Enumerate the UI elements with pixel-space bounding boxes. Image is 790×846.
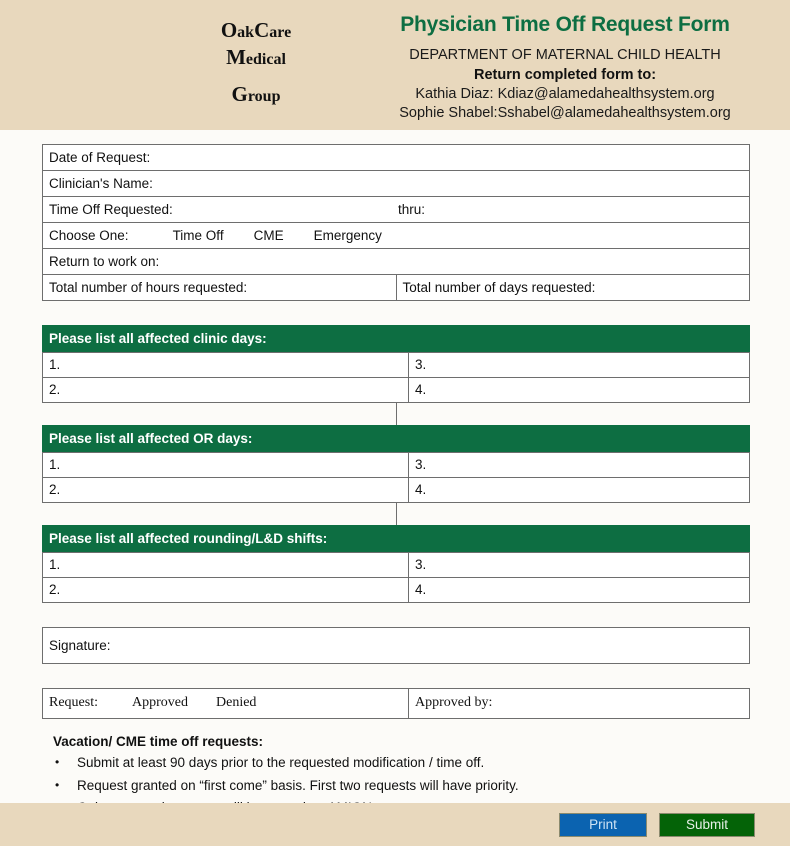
section-gap-2 bbox=[42, 503, 750, 525]
field-rounding-shift-3[interactable] bbox=[409, 553, 750, 578]
list-item bbox=[53, 755, 743, 771]
field-choose-one[interactable] bbox=[43, 223, 750, 249]
label-total-hours: Total number of hours requested: bbox=[49, 279, 248, 295]
note-text-1: Submit at least 90 days prior to the requested modification / time off. bbox=[77, 755, 485, 770]
table-row-totals bbox=[43, 275, 750, 301]
label-date-of-request: Date of Request: bbox=[49, 149, 151, 165]
logo-line-1 bbox=[196, 20, 316, 41]
spacer bbox=[0, 664, 790, 688]
field-total-hours[interactable] bbox=[43, 275, 397, 301]
field-clinic-day-4[interactable] bbox=[409, 378, 750, 403]
table-row bbox=[43, 578, 750, 603]
section-heading-or-days: Please list all affected OR days: bbox=[43, 426, 409, 453]
field-return-to-work[interactable] bbox=[43, 249, 750, 275]
page-footer-band bbox=[0, 803, 790, 846]
label-or-day-3: 3. bbox=[415, 457, 427, 472]
label-total-days: Total number of days requested: bbox=[402, 279, 596, 295]
table-row bbox=[43, 378, 750, 403]
label-rounding-shift-2: 2. bbox=[49, 582, 61, 597]
field-clinician-name[interactable] bbox=[43, 171, 750, 197]
approval-table bbox=[42, 688, 750, 719]
table-row bbox=[43, 478, 750, 503]
field-date-of-request[interactable] bbox=[43, 145, 750, 171]
footer-button-group bbox=[559, 813, 755, 837]
section-header-filler bbox=[409, 526, 750, 553]
table-row-return-to-work bbox=[43, 249, 750, 275]
request-info-table bbox=[42, 144, 750, 301]
note-text-2: Request granted on “first come” basis. First two requests will have priority. bbox=[77, 777, 519, 793]
bullet-icon: • bbox=[55, 755, 60, 769]
label-clinic-day-2: 2. bbox=[49, 382, 61, 397]
section-header-rounding-shifts bbox=[43, 526, 750, 553]
logo-cap-c: C bbox=[254, 18, 270, 42]
logo-cap-o: O bbox=[220, 18, 238, 42]
field-rounding-shift-2[interactable] bbox=[43, 578, 409, 603]
label-clinic-day-3: 3. bbox=[415, 357, 427, 372]
field-or-day-2[interactable] bbox=[43, 478, 409, 503]
return-instruction-label: Return completed form to: bbox=[473, 67, 657, 84]
section-gap-1 bbox=[42, 403, 750, 425]
spacer bbox=[0, 603, 790, 627]
logo-line-3 bbox=[196, 84, 316, 105]
option-time-off[interactable]: Time Off bbox=[172, 227, 224, 243]
header-text-block bbox=[350, 12, 780, 121]
table-row-clinician-name bbox=[43, 171, 750, 197]
field-rounding-shift-4[interactable] bbox=[409, 578, 750, 603]
section-header-filler bbox=[409, 326, 750, 353]
table-row-date-of-request bbox=[43, 145, 750, 171]
contact-email-1: Kathia Diaz: Kdiaz@alamedahealthsystem.org bbox=[415, 86, 715, 103]
form-sheet bbox=[0, 144, 790, 839]
logo-text-edical: edical bbox=[245, 51, 286, 68]
field-signature[interactable] bbox=[43, 628, 750, 664]
logo-cap-g: G bbox=[231, 82, 248, 106]
logo-text-are: are bbox=[269, 24, 292, 41]
bullet-icon: • bbox=[55, 777, 60, 792]
table-row-signature bbox=[43, 628, 750, 664]
field-or-day-1[interactable] bbox=[43, 453, 409, 478]
field-or-day-4[interactable] bbox=[409, 478, 750, 503]
label-thru: thru: bbox=[398, 202, 426, 217]
signature-table bbox=[42, 627, 750, 664]
column-divider-line bbox=[396, 503, 397, 525]
label-or-day-2: 2. bbox=[49, 482, 61, 497]
clinic-days-table bbox=[42, 325, 750, 403]
label-signature: Signature: bbox=[49, 637, 111, 653]
table-row bbox=[43, 353, 750, 378]
field-rounding-shift-1[interactable] bbox=[43, 553, 409, 578]
label-clinician-name: Clinician's Name: bbox=[49, 175, 153, 191]
field-approved-by[interactable] bbox=[409, 689, 750, 719]
label-time-off-requested: Time Off Requested: bbox=[49, 201, 173, 217]
logo-line-2 bbox=[196, 47, 316, 68]
field-or-day-3[interactable] bbox=[409, 453, 750, 478]
submit-button[interactable]: Submit bbox=[659, 813, 755, 837]
section-header-or-days bbox=[43, 426, 750, 453]
logo-cap-m: M bbox=[226, 45, 246, 69]
label-clinic-day-4: 4. bbox=[415, 382, 427, 397]
field-clinic-day-1[interactable] bbox=[43, 353, 409, 378]
notes-title: Vacation/ CME time off requests: bbox=[53, 734, 264, 749]
contact-email-2: Sophie Shabel:Sshabel@alamedahealthsystem.org bbox=[399, 105, 731, 122]
oakcare-logo bbox=[196, 10, 316, 105]
label-rounding-shift-1: 1. bbox=[49, 557, 61, 572]
table-row-time-off-requested bbox=[43, 197, 750, 223]
label-approved-by: Approved by: bbox=[415, 695, 493, 710]
table-row-approval bbox=[43, 689, 750, 719]
logo-text-roup: roup bbox=[247, 88, 281, 105]
label-rounding-shift-4: 4. bbox=[415, 582, 427, 597]
field-clinic-day-2[interactable] bbox=[43, 378, 409, 403]
list-item bbox=[53, 778, 743, 794]
label-or-day-4: 4. bbox=[415, 482, 427, 497]
table-row bbox=[43, 453, 750, 478]
field-clinic-day-3[interactable] bbox=[409, 353, 750, 378]
table-row bbox=[43, 553, 750, 578]
or-days-table bbox=[42, 425, 750, 503]
section-heading-clinic-days: Please list all affected clinic days: bbox=[43, 326, 409, 353]
option-denied[interactable]: Denied bbox=[216, 695, 257, 710]
label-or-day-1: 1. bbox=[49, 457, 61, 472]
label-rounding-shift-3: 3. bbox=[415, 557, 427, 572]
section-header-filler bbox=[409, 426, 750, 453]
label-request: Request: bbox=[49, 695, 98, 710]
section-heading-rounding-shifts: Please list all affected rounding/L&D shifts: bbox=[43, 526, 409, 553]
spacer bbox=[0, 301, 790, 325]
print-button[interactable]: Print bbox=[559, 813, 647, 837]
option-cme[interactable]: CME bbox=[253, 227, 284, 243]
field-time-off-requested[interactable] bbox=[43, 197, 750, 223]
department-line: DEPARTMENT OF MATERNAL CHILD HEALTH bbox=[409, 47, 721, 64]
field-request-decision[interactable] bbox=[43, 689, 409, 719]
section-header-clinic-days bbox=[43, 326, 750, 353]
option-approved[interactable]: Approved bbox=[132, 695, 188, 710]
option-emergency[interactable]: Emergency bbox=[313, 227, 382, 243]
field-total-days[interactable] bbox=[396, 275, 750, 301]
logo-text-ak: ak bbox=[237, 24, 255, 41]
table-row-choose-one bbox=[43, 223, 750, 249]
page-header-band bbox=[0, 0, 790, 130]
label-choose-one: Choose One: bbox=[49, 227, 129, 243]
rounding-shifts-table bbox=[42, 525, 750, 603]
page-title: Physician Time Off Request Form bbox=[400, 13, 730, 36]
label-clinic-day-1: 1. bbox=[49, 357, 61, 372]
column-divider-line bbox=[396, 403, 397, 425]
label-return-to-work: Return to work on: bbox=[49, 253, 160, 269]
